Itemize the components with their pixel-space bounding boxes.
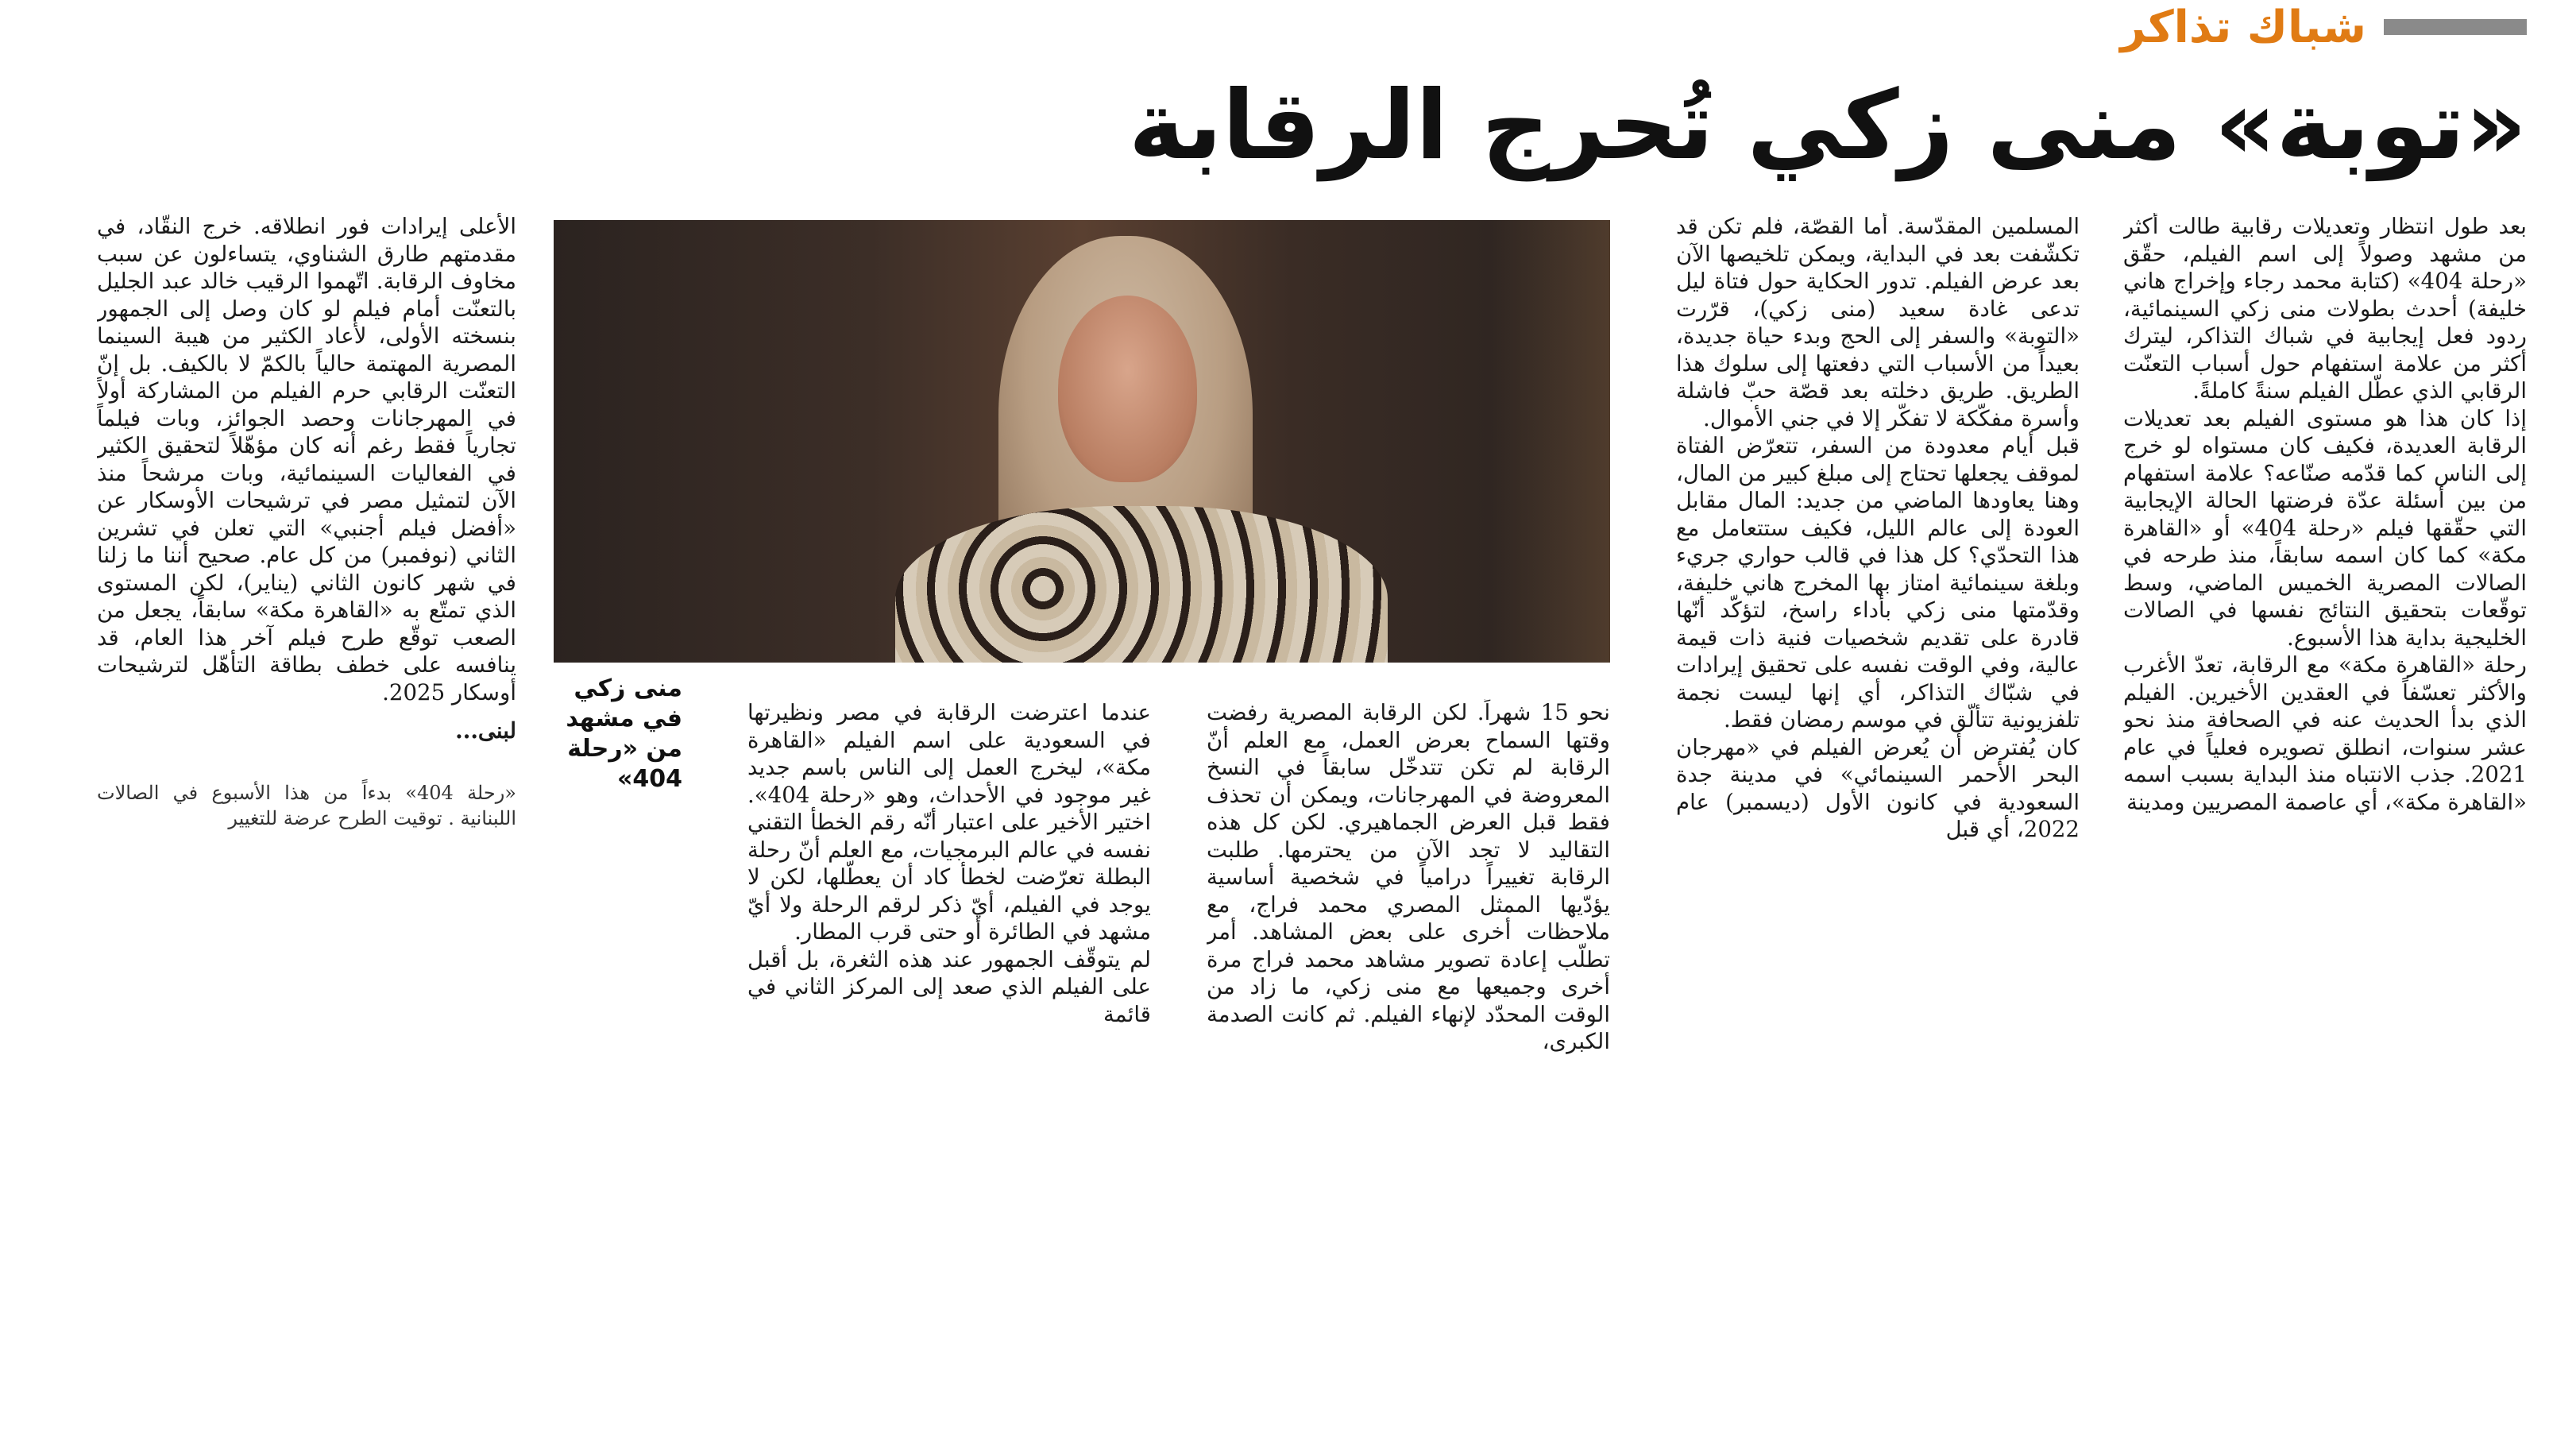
paragraph: لم يتوقّف الجمهور عند هذه الثغرة، بل أقبل على الفيلم الذي صعد إلى المركز الثاني في قائمة bbox=[747, 945, 1151, 1027]
photo-face bbox=[1058, 296, 1197, 482]
paragraph: إذا كان هذا هو مستوى الفيلم بعد تعديلات الرقابة العديدة، فكيف كان مستواه لو خرج إلى الناس كما قدّمه صنّاعه؟ علامة استفهام من بين أسئلة عدّة فرضتها الحالة الإيجابية التي حقّقها فيلم «رحلة 404» أو «القاهرة مكة» كما كان اسمه سابقاً، منذ طرحه في الصالات المصرية الخميس الماضي، وسط توقّعات بتحقيق النتائج نفسها في الصالات الخليجية بداية هذا الأسبوع. bbox=[2123, 404, 2527, 651]
headline: «توبة» منى زكي تُحرج الرقابة bbox=[1128, 71, 2527, 181]
article-column-2 bbox=[1676, 213, 2080, 1285]
paragraph: نحو 15 شهراً. لكن الرقابة المصرية رفضت وقتها السماح بعرض العمل، مع العلم أنّ الرقابة لم تكن تتدخّل سابقاً في النسخ المعروضة في المهرجانات، ويمكن أن تحذف فقط قبل العرض الجماهيري. لكن كل هذه التقاليد لا تجد الآن من يحترمها. طلبت الرقابة تغييراً درامياً في شخصية أساسية يؤدّيها الممثل المصري محمد فراج، مع ملاحظات أخرى على بعض المشاهد. أمر تطلّب إعادة تصوير مشاهد محمد فراج مرة أخرى وجميعها مع منى زكي، ما زاد من الوقت المحدّد لإنهاء الفيلم. ثم كانت الصدمة الكبرى، bbox=[1207, 699, 1610, 1054]
section-label: شباك تذاكر bbox=[2120, 1, 2366, 53]
author-sign: لبنى... bbox=[455, 717, 516, 744]
paragraph: رحلة «القاهرة مكة» مع الرقابة، تعدّ الأغرب والأكثر تعسّفاً في العقدين الأخيرين. الفيلم الذي بدأ الحديث عنه في الصحافة منذ نحو عشر سنوات، انطلق تصويره فعلياً في عام 2021. جذب الانتباه منذ البداية بسبب اسمه «القاهرة مكة»، أي عاصمة المصريين ومدينة bbox=[2123, 651, 2527, 815]
paragraph: المسلمين المقدّسة. أما القصّة، فلم تكن قد تكشّفت بعد في البداية، ويمكن تلخيصها الآن بعد عرض الفيلم. تدور الحكاية حول فتاة ليل تدعى غادة سعيد (منى زكي)، قرّرت «التوبة» والسفر إلى الحج وبدء حياة جديدة، بعيداً من الأسباب التي دفعتها إلى سلوك هذا الطريق. طريق دخلته بعد قصّة حبّ فاشلة وأسرة مفكّكة لا تفكّر إلا في جني الأموال. bbox=[1676, 213, 2080, 431]
section-bar bbox=[2384, 19, 2527, 35]
article-column-4 bbox=[747, 699, 1151, 1287]
article-column-1 bbox=[2123, 213, 2527, 1285]
article-column-3 bbox=[1207, 699, 1610, 1287]
paragraph: بعد طول انتظار وتعديلات رقابية طالت أكثر من مشهد وصولاً إلى اسم الفيلم، حقّق «رحلة 404» (كتابة محمد رجاء وإخراج هاني خليفة) أحدث بطولات منى زكي السينمائية، ردود فعل إيجابية في شباك التذاكر، ليترك أكثر من علامة استفهام حول أسباب التعنّت الرقابي الذي عطّل الفيلم سنةً كاملةً. bbox=[2123, 213, 2527, 404]
article-photo bbox=[554, 220, 1610, 663]
screening-note: «رحلة 404» بدءاً من هذا الأسبوع في الصالات اللبنانية . توقيت الطرح عرضة للتغيير bbox=[97, 781, 516, 829]
article-column-5 bbox=[97, 213, 516, 1285]
paragraph: كان يُفترض أن يُعرض الفيلم في «مهرجان البحر الأحمر السينمائي» في مدينة جدة السعودية في كانون الأول (ديسمبر) عام 2022، أي قبل bbox=[1676, 733, 2080, 842]
paragraph: قبل أيام معدودة من السفر، تتعرّض الفتاة لموقف يجعلها تحتاج إلى مبلغ كبير من المال، وهنا يعاودها الماضي من جديد: المال مقابل العودة إلى عالم الليل، فكيف ستتعامل مع هذا التحدّي؟ كل هذا في قالب حواري جريء وبلغة سينمائية امتاز بها المخرج هاني خليفة، وقدّمتها منى زكي بأداء راسخ، لتؤكّد أنّها قادرة على تقديم شخصيات فنية ذات قيمة عالية، وفي الوقت نفسه على تحقيق إيرادات في شبّاك التذاكر، أي إنها ليست نجمة تلفزيونية تتألّق في موسم رمضان فقط. bbox=[1676, 432, 2080, 732]
paragraph: عندما اعترضت الرقابة في مصر ونظيرتها في السعودية على اسم الفيلم «القاهرة مكة»، ليخرج العمل إلى الناس باسم جديد غير موجود في الأحداث، وهو «رحلة 404». اختير الأخير على اعتبار أنّه رقم الخطأ التقني نفسه في عالم البرمجيات، مع العلم أنّ رحلة البطلة تعرّضت لخطأ كاد أن يعطّلها، لكن لا يوجد في الفيلم، أيّ ذكر لرقم الرحلة ولا أيّ مشهد في الطائرة أو حتى قرب المطار. bbox=[747, 699, 1151, 945]
photo-background-light bbox=[1491, 220, 1610, 663]
photo-caption: منى زكي في مشهد من «رحلة 404» bbox=[566, 674, 682, 793]
section-header bbox=[2120, 1, 2527, 53]
paragraph: الأعلى إيرادات فور انطلاقه. خرج النقّاد، في مقدمتهم طارق الشناوي، يتساءلون عن سبب مخاوف الرقابة. اتّهموا الرقيب خالد عبد الجليل بالتعنّت أمام فيلم لو كان وصل إلى الجمهور بنسخته الأولى، لأعاد الكثير من هيبة السينما المصرية المهتمة حالياً بالكمّ لا بالكيف. بل إنّ التعنّت الرقابي حرم الفيلم من المشاركة أولاً في المهرجانات وحصد الجوائز، وبات فيلماً تجارياً فقط رغم أنه كان مؤهّلاً لتحقيق الكثير في الفعاليات السينمائية، وبات مرشحاً منذ الآن لتمثيل مصر في ترشيحات الأوسكار عن «أفضل فيلم أجنبي» التي تعلن في تشرين الثاني (نوفمبر) من كل عام. صحيح أننا ما زلنا في شهر كانون الثاني (يناير)، لكن المستوى الذي تمتّع به «القاهرة مكة» سابقاً، يجعل من الصعب توقّع طرح فيلم آخر هذا العام، قد ينافسه على خطف بطاقة التأهّل لترشيحات أوسكار 2025. bbox=[97, 213, 516, 705]
photo-leopard-top bbox=[895, 506, 1388, 663]
